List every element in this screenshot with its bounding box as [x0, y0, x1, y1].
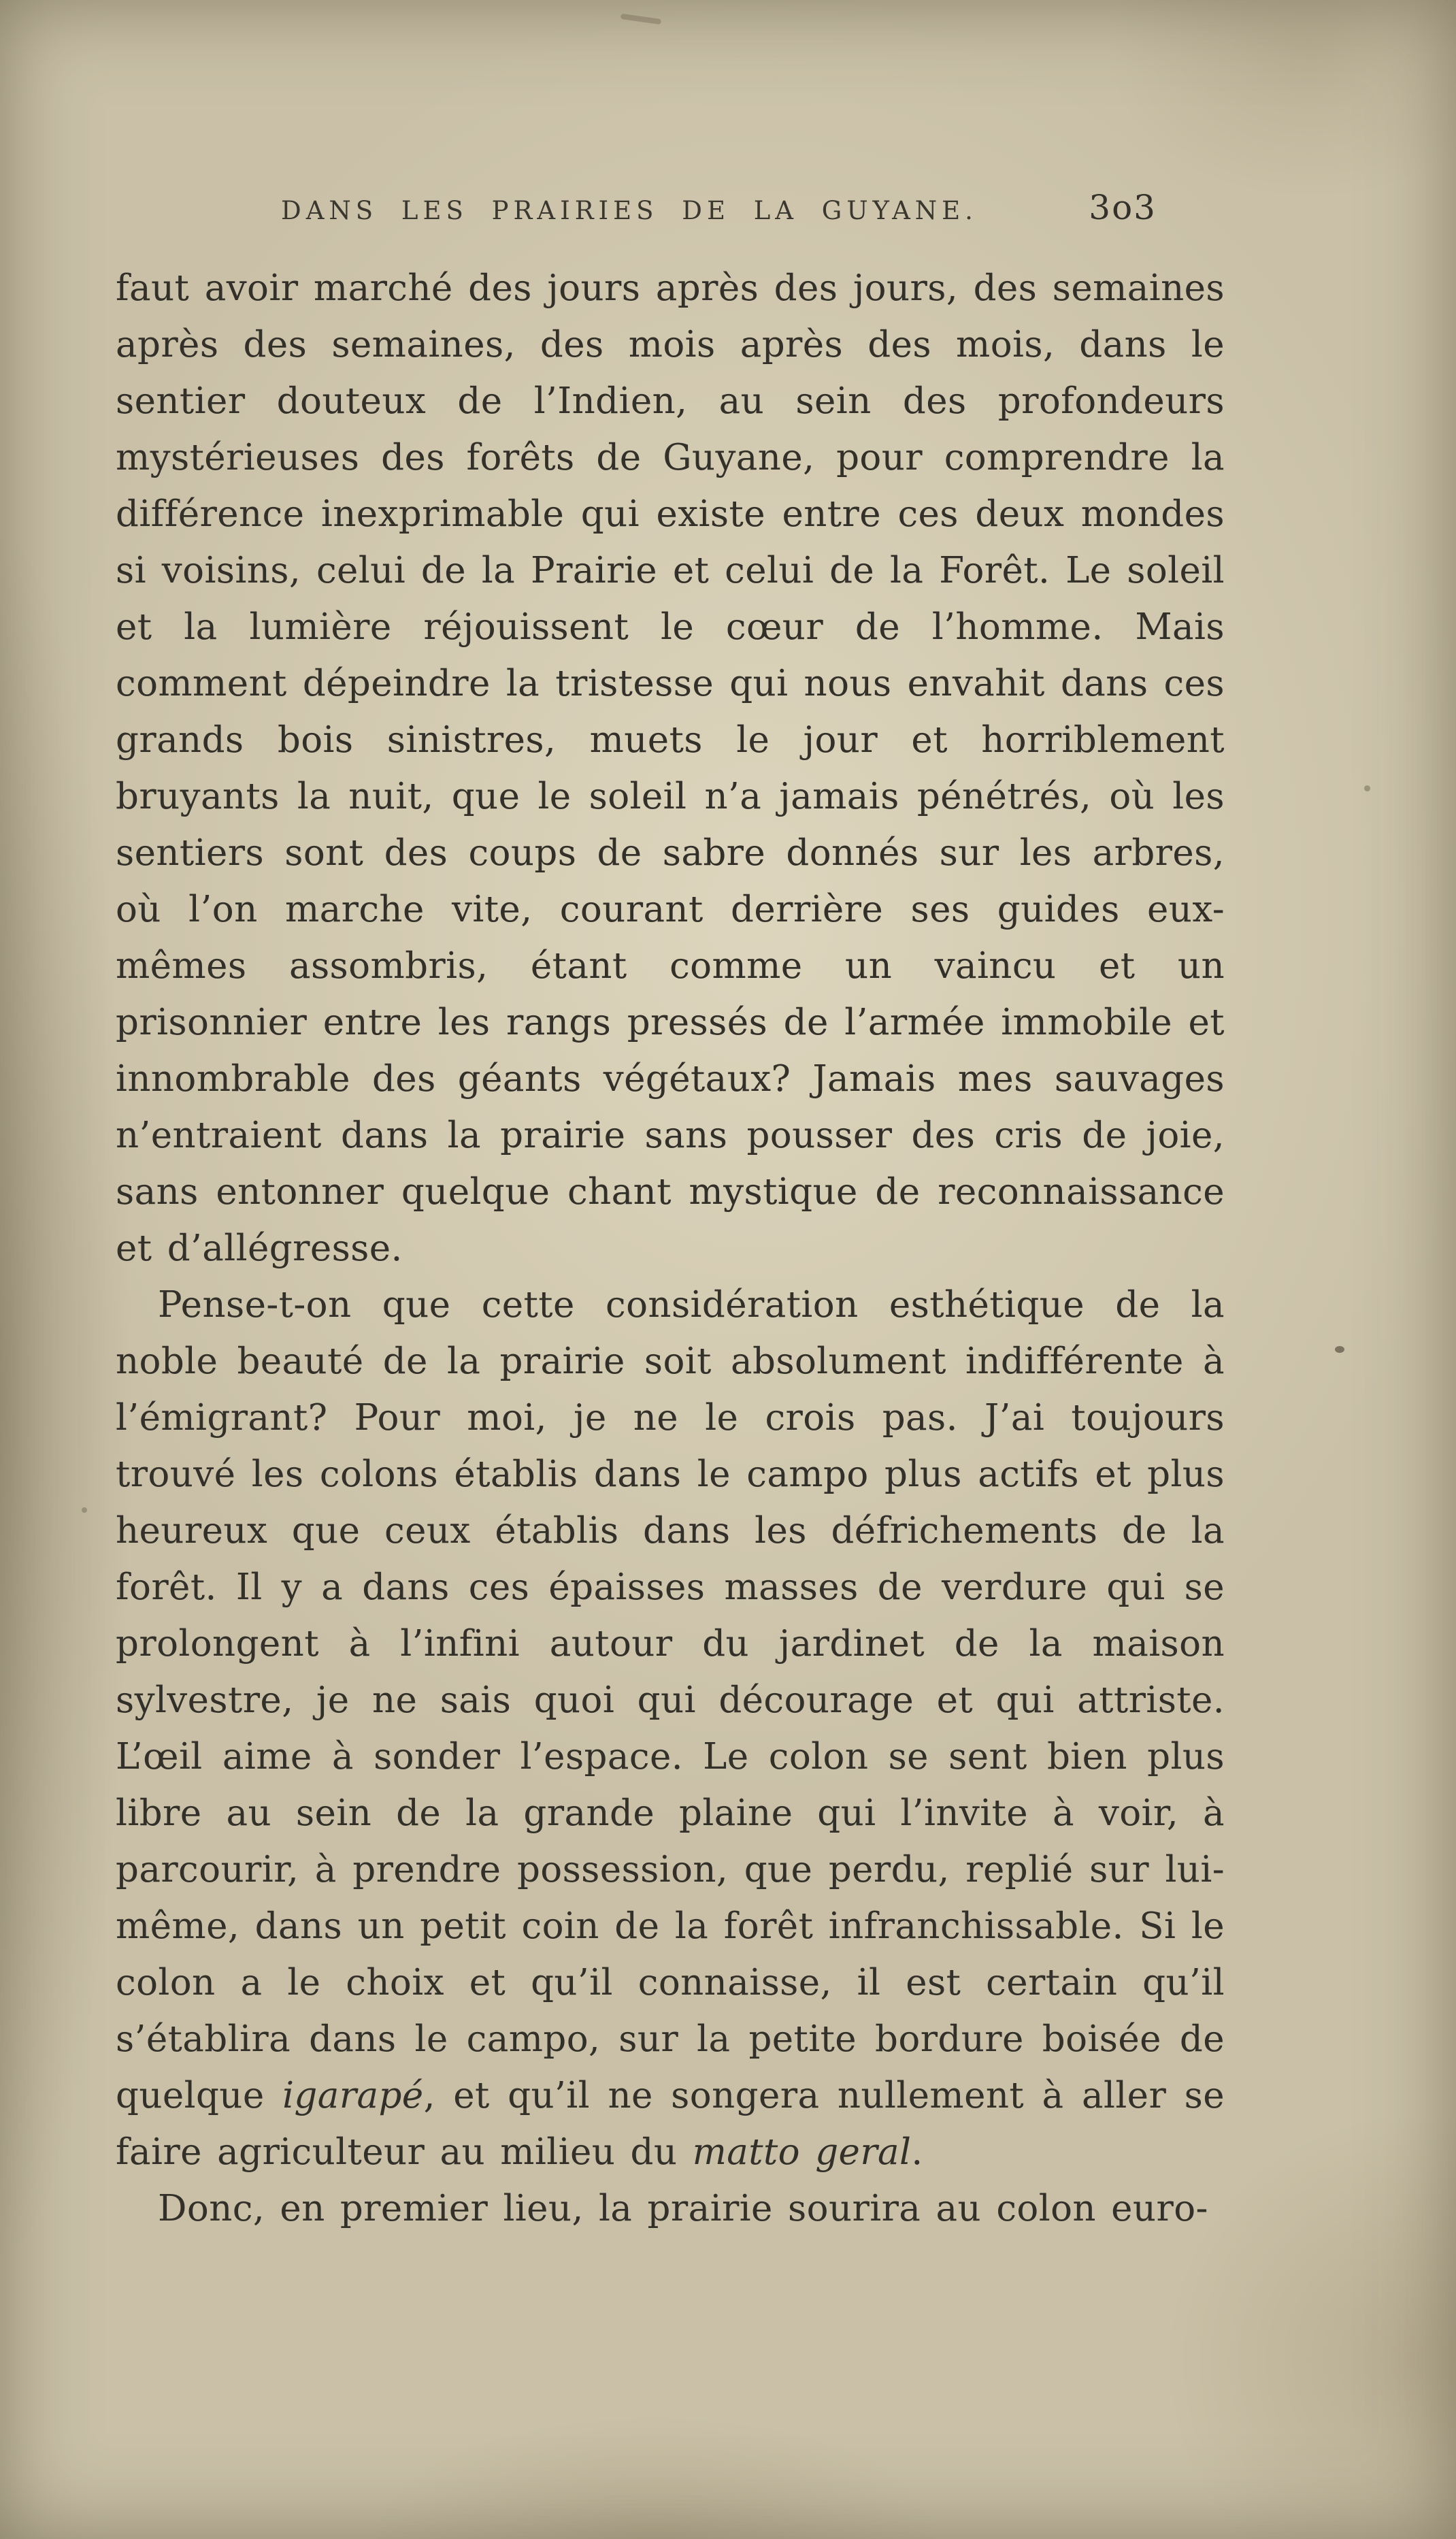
- running-title: DANS LES PRAIRIES DE LA GUYANE.: [281, 196, 978, 225]
- paragraph-1-text: faut avoir marché des jours après des jours, des semaines après des semaines, des mois après des mois, dans le sentier douteux de l’Indien, au sein des profondeurs mystérieuses des forêts de Guyane, pour comprendre la différence inexprimable qui existe entre ces deux mondes si voisins, celui de la Prairie et celui de la Forêt. Le soleil et la lumière réjouissent le cœur de l’homme. Mais comment dépeindre la tristesse qui nous envahit dans ces grands bois sinistres, muets le jour et horriblement bruyants la nuit, que le soleil n’a jamais pénétrés, où les sentiers sont des coups de sabre donnés sur les arbres, où l’on marche vite, courant derrière ses guides eux-mêmes assombris, étant comme un vaincu et un prisonnier entre les rangs pressés de l’armée immobile et innombrable des géants végétaux? Jamais mes sauvages n’entraient dans la prairie sans pousser des cris de joie, sans entonner quelque chant mystique de reconnaissance et d’allégresse.: [116, 267, 1225, 1269]
- italic-term-igarape: igarapé: [282, 2075, 424, 2116]
- paper-stain: [621, 14, 662, 24]
- paragraph-2-text-continued: , et qu’il ne songera nullement à aller se faire agriculteur au milieu du: [116, 2075, 1225, 2173]
- paragraph-1: [116, 260, 1225, 1277]
- paragraph-2-text: Pense-t-on que cette considération esthétique de la noble beauté de la prairie soit absolument indifférente à l’émigrant? Pour moi, je ne le crois pas. J’ai toujours trouvé les colons établis dans le campo plus actifs et plus heureux que ceux établis dans les défrichements de la forêt. Il y a dans ces épaisses masses de verdure qui se prolongent à l’infini autour du jardinet de la maison sylvestre, je ne sais quoi qui décourage et qui attriste. L’œil aime à sonder l’espace. Le colon se sent bien plus libre au sein de la grande plaine qui l’invite à voir, à parcourir, à prendre possession, que perdu, replié sur lui-même, dans un petit coin de la forêt infranchissable. Si le colon a le choix et qu’il connaisse, il est certain qu’il s’établira dans le campo, sur la petite bordure boisée de quelque: [116, 1284, 1225, 2116]
- paper-stain: [1335, 1346, 1344, 1353]
- paragraph-2-text-end: .: [911, 2131, 923, 2173]
- paragraph-2: [116, 1277, 1225, 2180]
- paragraph-3-text: Donc, en premier lieu, la prairie sourira au colon euro-: [158, 2188, 1208, 2229]
- paragraph-3: [116, 2180, 1225, 2237]
- italic-term-matto-geral: matto geral: [692, 2131, 912, 2173]
- text-block: [116, 260, 1225, 2237]
- paper-stain: [82, 1507, 87, 1513]
- paper-stain: [1364, 785, 1370, 791]
- page-number: 3o3: [1089, 188, 1157, 227]
- page-header: [116, 188, 1225, 244]
